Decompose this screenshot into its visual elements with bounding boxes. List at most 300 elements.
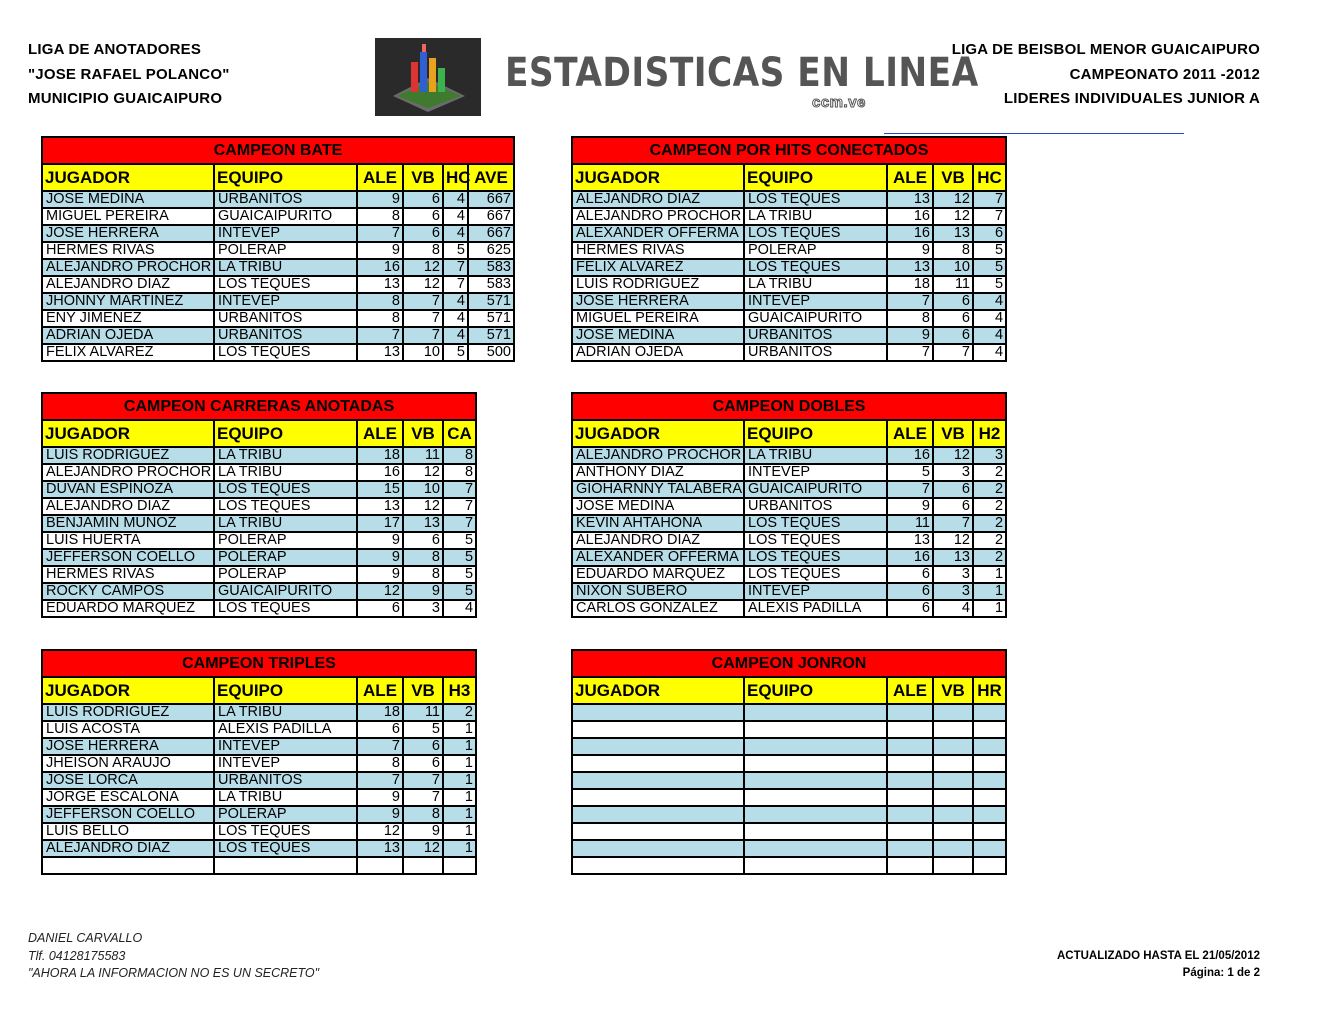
stat-cell: 9 <box>357 789 403 806</box>
player-cell: ADRIAN OJEDA <box>42 327 214 344</box>
team-cell: INTEVEP <box>214 293 357 310</box>
table-row <box>572 259 1006 276</box>
stat-cell <box>887 857 933 874</box>
stat-cell: 5 <box>443 344 468 361</box>
player-cell: JOSE MEDINA <box>42 191 214 208</box>
team-cell: POLERAP <box>214 549 357 566</box>
table-campeon-bate <box>41 136 515 362</box>
stat-cell: 8 <box>357 293 403 310</box>
stat-cell: 6 <box>357 721 403 738</box>
team-cell: GUAICAIPURITO <box>744 481 887 498</box>
column-header: EQUIPO <box>214 420 357 447</box>
team-cell: POLERAP <box>214 566 357 583</box>
table-row <box>42 447 476 464</box>
column-header: CA <box>443 420 476 447</box>
team-cell: LA TRIBU <box>744 208 887 225</box>
stat-cell: 1 <box>973 566 1006 583</box>
player-cell <box>572 840 744 857</box>
player-cell: ALEJANDRO DIAZ <box>42 840 214 857</box>
stat-cell: 1 <box>443 789 476 806</box>
column-header: VB <box>933 164 973 191</box>
stat-cell: 1 <box>443 840 476 857</box>
stat-cell: 2 <box>973 481 1006 498</box>
team-cell: LOS TEQUES <box>214 498 357 515</box>
column-header: JUGADOR <box>572 420 744 447</box>
stat-cell: 7 <box>933 515 973 532</box>
table-row <box>42 549 476 566</box>
table-row <box>42 293 514 310</box>
table-row <box>572 549 1006 566</box>
stat-cell <box>973 823 1006 840</box>
team-cell: URBANITOS <box>214 310 357 327</box>
team-cell <box>744 772 887 789</box>
stat-cell: 6 <box>403 532 443 549</box>
player-cell: ALEXANDER OFFERMA <box>572 549 744 566</box>
stat-cell: 8 <box>887 310 933 327</box>
stat-cell: 1 <box>443 721 476 738</box>
team-cell: LOS TEQUES <box>744 532 887 549</box>
stat-cell: 9 <box>403 583 443 600</box>
team-cell: POLERAP <box>214 532 357 549</box>
table-title: CAMPEON CARRERAS ANOTADAS <box>42 393 476 420</box>
player-cell: GIOHARNNY TALABERA <box>572 481 744 498</box>
team-cell: LOS TEQUES <box>214 600 357 617</box>
table-row <box>572 293 1006 310</box>
team-cell <box>744 755 887 772</box>
report-title: LIDERES INDIVIDUALES JUNIOR A <box>1003 90 1260 107</box>
page-number: Página: 1 de 2 <box>1182 967 1260 979</box>
table-row <box>572 566 1006 583</box>
stat-cell <box>887 755 933 772</box>
stat-cell <box>973 772 1006 789</box>
team-cell: LOS TEQUES <box>744 191 887 208</box>
stat-cell <box>933 772 973 789</box>
team-cell: LA TRIBU <box>744 276 887 293</box>
stat-cell <box>973 721 1006 738</box>
stat-cell: 571 <box>468 293 514 310</box>
column-header: JUGADOR <box>572 677 744 704</box>
column-header: VB <box>933 677 973 704</box>
player-cell: KEVIN AHTAHONA <box>572 515 744 532</box>
table-row <box>572 738 1006 755</box>
header-right <box>952 38 1260 112</box>
player-cell: LUIS ACOSTA <box>42 721 214 738</box>
stat-cell: 6 <box>887 566 933 583</box>
table-row <box>42 840 476 857</box>
stat-cell <box>933 738 973 755</box>
player-cell: LUIS RODRIGUEZ <box>572 276 744 293</box>
table-row <box>572 600 1006 617</box>
stat-cell: 7 <box>403 327 443 344</box>
stat-cell: 7 <box>443 498 476 515</box>
stat-cell: 9 <box>357 242 403 259</box>
stat-cell: 7 <box>933 344 973 361</box>
player-cell: DUVAN ESPINOZA <box>42 481 214 498</box>
table-row <box>42 259 514 276</box>
table-title: CAMPEON DOBLES <box>572 393 1006 420</box>
column-header: EQUIPO <box>214 677 357 704</box>
stat-cell <box>973 738 1006 755</box>
stat-cell: 10 <box>933 259 973 276</box>
stat-cell: 11 <box>403 704 443 721</box>
stat-cell: 8 <box>403 242 443 259</box>
player-cell: HERMES RIVAS <box>42 566 214 583</box>
table-row <box>572 310 1006 327</box>
stat-cell: 583 <box>468 259 514 276</box>
player-cell: JHONNY MARTINEZ <box>42 293 214 310</box>
player-cell: EDUARDO MARQUEZ <box>42 600 214 617</box>
column-header: HR <box>973 677 1006 704</box>
stat-cell <box>973 704 1006 721</box>
stat-cell: 1 <box>443 772 476 789</box>
table-campeon-triples <box>41 649 477 875</box>
stat-cell: 8 <box>403 566 443 583</box>
stat-cell: 3 <box>973 447 1006 464</box>
stat-cell <box>933 704 973 721</box>
table-row <box>42 481 476 498</box>
column-header: H2 <box>973 420 1006 447</box>
table-row <box>572 242 1006 259</box>
stat-cell: 3 <box>933 583 973 600</box>
table-campeon-dobles <box>571 392 1007 618</box>
stat-cell: 6 <box>357 600 403 617</box>
column-header: ALE <box>357 164 403 191</box>
table-row <box>42 755 476 772</box>
table-row <box>42 823 476 840</box>
logo-image <box>375 38 481 116</box>
table-row <box>572 721 1006 738</box>
stat-cell: 8 <box>403 806 443 823</box>
team-cell <box>744 840 887 857</box>
table-row <box>42 772 476 789</box>
stat-cell: 5 <box>887 464 933 481</box>
stat-cell: 5 <box>443 532 476 549</box>
table-row <box>572 191 1006 208</box>
team-cell: URBANITOS <box>214 772 357 789</box>
stat-cell: 6 <box>887 600 933 617</box>
player-cell: ALEJANDRO DIAZ <box>572 191 744 208</box>
table-row <box>572 481 1006 498</box>
stat-cell: 6 <box>403 738 443 755</box>
column-header: EQUIPO <box>744 164 887 191</box>
stat-cell: 1 <box>443 823 476 840</box>
stat-cell: 12 <box>933 447 973 464</box>
stat-cell: 7 <box>973 191 1006 208</box>
stat-cell: 12 <box>403 259 443 276</box>
stat-cell <box>973 857 1006 874</box>
stat-cell: 1 <box>973 583 1006 600</box>
stat-cell: 7 <box>403 789 443 806</box>
team-cell: ALEXIS PADILLA <box>744 600 887 617</box>
stat-cell: 12 <box>933 532 973 549</box>
stat-cell <box>933 721 973 738</box>
stat-cell: 17 <box>357 515 403 532</box>
stat-cell: 5 <box>443 242 468 259</box>
stat-cell: 3 <box>403 600 443 617</box>
column-header: EQUIPO <box>744 420 887 447</box>
stat-cell <box>887 738 933 755</box>
team-cell: URBANITOS <box>214 191 357 208</box>
header-underline <box>884 133 1184 134</box>
player-cell <box>572 789 744 806</box>
player-cell: MIGUEL PEREIRA <box>572 310 744 327</box>
stat-cell: 2 <box>973 498 1006 515</box>
stat-cell: 9 <box>887 242 933 259</box>
team-cell: POLERAP <box>744 242 887 259</box>
table-row <box>42 344 514 361</box>
column-header: JUGADOR <box>42 164 214 191</box>
stat-cell: 4 <box>973 293 1006 310</box>
stat-cell <box>933 789 973 806</box>
stat-cell: 7 <box>887 481 933 498</box>
team-cell: GUAICAIPURITO <box>744 310 887 327</box>
stat-cell: 12 <box>403 464 443 481</box>
stat-cell <box>933 755 973 772</box>
stat-cell: 1 <box>973 600 1006 617</box>
player-cell <box>42 857 214 874</box>
table-row <box>572 789 1006 806</box>
stat-cell: 8 <box>403 549 443 566</box>
team-cell: LOS TEQUES <box>744 225 887 242</box>
column-header: VB <box>403 677 443 704</box>
stat-cell: 7 <box>357 772 403 789</box>
updated-date: ACTUALIZADO HASTA EL 21/05/2012 <box>1056 950 1260 962</box>
stat-cell: 16 <box>357 259 403 276</box>
table-row <box>572 704 1006 721</box>
player-cell: ALEXANDER OFFERMA <box>572 225 744 242</box>
stat-cell: 12 <box>403 498 443 515</box>
player-cell <box>572 772 744 789</box>
player-cell: FELIX ALVAREZ <box>42 344 214 361</box>
table-row <box>572 225 1006 242</box>
table-row <box>42 721 476 738</box>
column-header: HC <box>973 164 1006 191</box>
stat-cell <box>887 721 933 738</box>
player-cell: JEFFERSON COELLO <box>42 549 214 566</box>
stat-cell: 500 <box>468 344 514 361</box>
column-header: JUGADOR <box>42 677 214 704</box>
column-header: JUGADOR <box>572 164 744 191</box>
table-row <box>572 583 1006 600</box>
stat-cell: 12 <box>357 823 403 840</box>
team-cell: LA TRIBU <box>214 464 357 481</box>
player-cell: JOSE HERRERA <box>42 738 214 755</box>
player-cell <box>572 738 744 755</box>
stat-cell: 5 <box>403 721 443 738</box>
stat-cell: 6 <box>973 225 1006 242</box>
stat-cell: 4 <box>973 344 1006 361</box>
player-cell: JHEISON ARAUJO <box>42 755 214 772</box>
stat-cell: 10 <box>403 481 443 498</box>
stat-cell: 10 <box>403 344 443 361</box>
player-cell: ALEJANDRO DIAZ <box>42 498 214 515</box>
stat-cell: 6 <box>403 225 443 242</box>
table-title: CAMPEON JONRON <box>572 650 1006 677</box>
stat-cell: 7 <box>357 738 403 755</box>
championship: CAMPEONATO 2011 -2012 <box>1069 65 1260 83</box>
team-cell: LOS TEQUES <box>214 344 357 361</box>
table-row <box>42 498 476 515</box>
stat-cell: 5 <box>443 583 476 600</box>
table-row <box>572 208 1006 225</box>
team-cell: LA TRIBU <box>214 515 357 532</box>
stat-cell: 5 <box>973 259 1006 276</box>
stat-cell: 4 <box>443 225 468 242</box>
player-cell: JEFFERSON COELLO <box>42 806 214 823</box>
stat-cell: 6 <box>933 498 973 515</box>
stat-cell: 7 <box>443 276 468 293</box>
stat-cell: 12 <box>933 191 973 208</box>
stat-cell: 9 <box>887 498 933 515</box>
player-cell: ALEJANDRO DIAZ <box>572 532 744 549</box>
footer-right <box>1057 948 1260 982</box>
table-row <box>42 600 476 617</box>
stat-cell: 12 <box>403 840 443 857</box>
team-cell <box>744 857 887 874</box>
stat-cell <box>403 857 443 874</box>
stat-cell: 18 <box>357 447 403 464</box>
league-title: LIGA DE BEISBOL MENOR GUAICAIPURO <box>951 41 1260 58</box>
stat-cell: 4 <box>443 600 476 617</box>
stat-cell <box>973 840 1006 857</box>
team-cell: LOS TEQUES <box>214 823 357 840</box>
column-header: ALE <box>887 164 933 191</box>
stat-cell: 571 <box>468 327 514 344</box>
stat-cell: 11 <box>933 276 973 293</box>
column-header: VB <box>403 420 443 447</box>
stat-cell: 8 <box>357 310 403 327</box>
stat-cell <box>933 823 973 840</box>
stat-cell: 9 <box>357 191 403 208</box>
stat-cell: 3 <box>933 464 973 481</box>
table-row <box>572 515 1006 532</box>
team-cell: POLERAP <box>214 242 357 259</box>
stat-cell: 9 <box>357 532 403 549</box>
table-row <box>42 225 514 242</box>
stat-cell: 7 <box>357 225 403 242</box>
player-cell: ALEJANDRO PROCHOR <box>42 464 214 481</box>
stat-cell: 2 <box>973 532 1006 549</box>
league-name: LIGA DE ANOTADORES <box>28 41 202 58</box>
stat-cell: 5 <box>973 242 1006 259</box>
stat-cell <box>973 789 1006 806</box>
table-row <box>572 344 1006 361</box>
stat-cell: 13 <box>357 840 403 857</box>
stat-cell: 11 <box>403 447 443 464</box>
team-cell <box>744 704 887 721</box>
player-cell <box>572 721 744 738</box>
stat-cell: 3 <box>933 566 973 583</box>
team-cell: LOS TEQUES <box>214 840 357 857</box>
team-cell: INTEVEP <box>214 225 357 242</box>
stat-cell: 12 <box>403 276 443 293</box>
stat-cell: 9 <box>357 566 403 583</box>
stat-cell <box>887 823 933 840</box>
stat-cell: 9 <box>403 823 443 840</box>
column-header: AVE <box>468 164 514 191</box>
team-cell: INTEVEP <box>744 464 887 481</box>
stat-cell: 7 <box>443 515 476 532</box>
stat-cell: 6 <box>933 293 973 310</box>
player-cell <box>572 857 744 874</box>
stat-cell: 7 <box>357 327 403 344</box>
table-row <box>572 327 1006 344</box>
table-row <box>572 772 1006 789</box>
table-row <box>42 464 476 481</box>
player-cell: JOSE MEDINA <box>572 327 744 344</box>
league-honoree: "JOSE RAFAEL POLANCO" <box>28 65 230 83</box>
column-header: HC <box>443 164 468 191</box>
stat-cell: 4 <box>443 293 468 310</box>
slogan: "AHORA LA INFORMACION NO ES UN SECRETO" <box>28 966 320 980</box>
stat-cell: 6 <box>933 310 973 327</box>
player-cell: CARLOS GONZALEZ <box>572 600 744 617</box>
table-row <box>42 515 476 532</box>
stat-cell: 7 <box>403 310 443 327</box>
player-cell: JOSE HERRERA <box>42 225 214 242</box>
stat-cell: 13 <box>357 276 403 293</box>
player-cell: LUIS RODRIGUEZ <box>42 447 214 464</box>
stat-cell <box>357 857 403 874</box>
table-campeon-hits <box>571 136 1007 362</box>
column-header: EQUIPO <box>214 164 357 191</box>
table-row <box>572 464 1006 481</box>
column-header: VB <box>403 164 443 191</box>
table-row <box>42 310 514 327</box>
table-row <box>42 789 476 806</box>
column-header: JUGADOR <box>42 420 214 447</box>
stat-cell: 16 <box>887 225 933 242</box>
player-cell <box>572 823 744 840</box>
team-cell: LA TRIBU <box>214 259 357 276</box>
player-cell: LUIS RODRIGUEZ <box>42 704 214 721</box>
stat-cell: 6 <box>403 191 443 208</box>
team-cell: LOS TEQUES <box>744 515 887 532</box>
stat-cell: 667 <box>468 191 514 208</box>
team-cell <box>214 857 357 874</box>
player-cell: JOSE LORCA <box>42 772 214 789</box>
stat-cell: 8 <box>357 208 403 225</box>
table-row <box>572 498 1006 515</box>
stat-cell: 12 <box>933 208 973 225</box>
stat-cell: 7 <box>403 293 443 310</box>
author-name: DANIEL CARVALLO <box>28 931 143 945</box>
player-cell: JOSE HERRERA <box>572 293 744 310</box>
stat-cell: 8 <box>357 755 403 772</box>
team-cell: LA TRIBU <box>214 704 357 721</box>
stat-cell: 9 <box>887 327 933 344</box>
stat-cell: 18 <box>357 704 403 721</box>
logo-subtitle: ccm.ve <box>812 94 866 111</box>
player-cell: FELIX ALVAREZ <box>572 259 744 276</box>
table-row <box>572 857 1006 874</box>
player-cell: ANTHONY DIAZ <box>572 464 744 481</box>
player-cell: ALEJANDRO PROCHOR <box>42 259 214 276</box>
stat-cell: 8 <box>443 447 476 464</box>
stat-cell: 7 <box>403 772 443 789</box>
table-row <box>42 191 514 208</box>
team-cell: INTEVEP <box>214 755 357 772</box>
stat-cell: 4 <box>443 191 468 208</box>
stat-cell: 6 <box>933 481 973 498</box>
stat-cell: 2 <box>973 464 1006 481</box>
stat-cell: 2 <box>443 704 476 721</box>
author-phone: Tlf. 04128175583 <box>28 948 126 963</box>
table-row <box>572 823 1006 840</box>
player-cell: ADRIAN OJEDA <box>572 344 744 361</box>
table-row <box>572 532 1006 549</box>
player-cell: ALEJANDRO DIAZ <box>42 276 214 293</box>
